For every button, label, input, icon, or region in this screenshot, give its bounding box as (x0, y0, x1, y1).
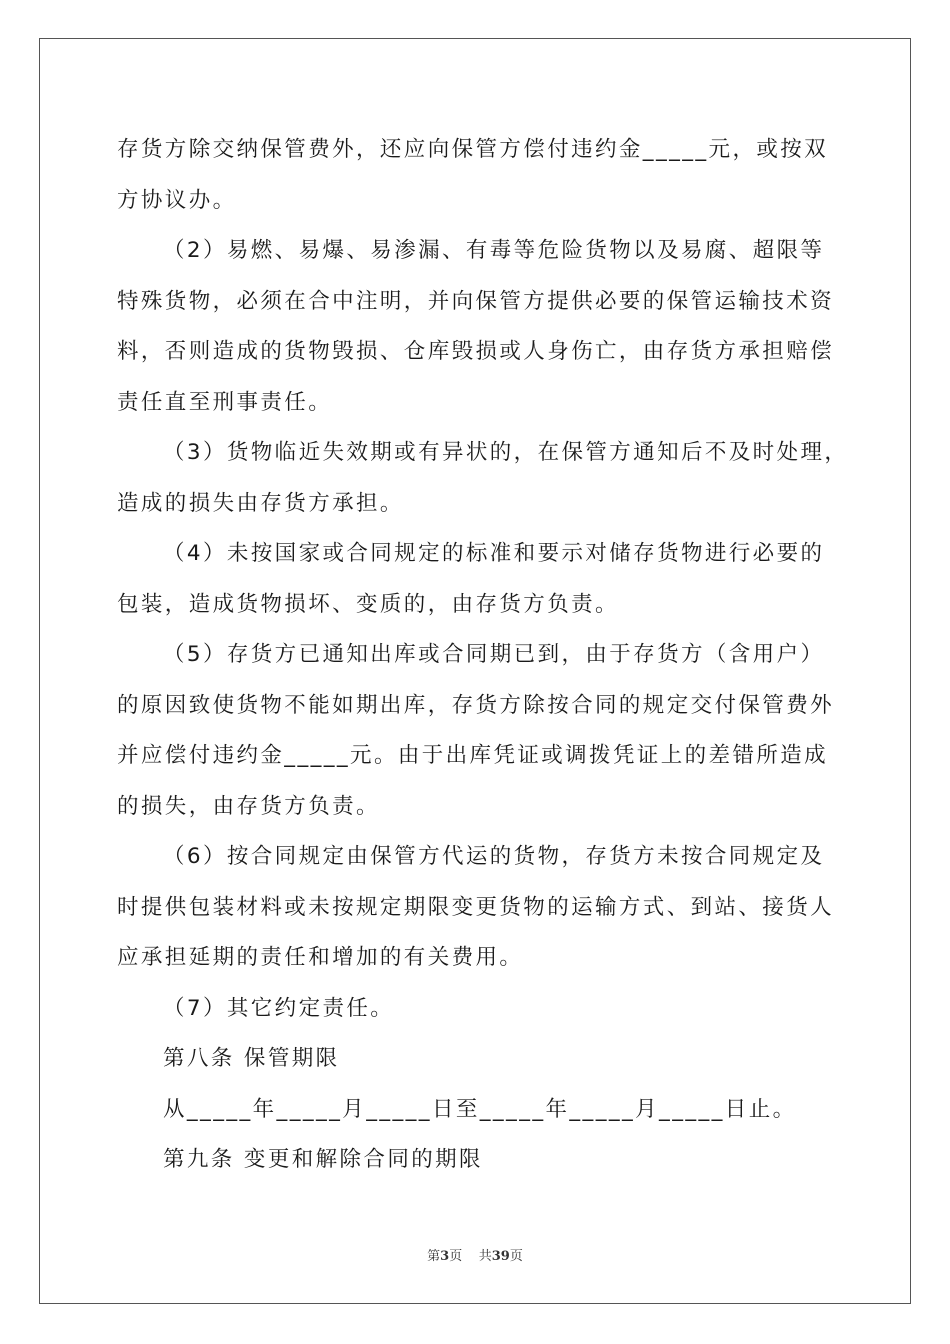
page-footer (0, 1245, 950, 1264)
clause-6-start: （6）按合同规定由保管方代运的货物，存货方未按合同规定及 (163, 844, 825, 869)
footer-page-number: 3 (440, 1249, 450, 1264)
text-line: 并应偿付违约金_____元。由于出库凭证或调拨凭证上的差错所造成 (117, 743, 829, 768)
article-8-heading: 第八条 保管期限 (163, 1046, 340, 1071)
footer-total-prefix: 共 (478, 1249, 492, 1264)
document-body (117, 125, 849, 1186)
footer-page-prefix: 第 (427, 1249, 441, 1264)
text-line: 特殊货物，必须在合中注明，并向保管方提供必要的保管运输技术资 (117, 288, 835, 314)
footer-total-unit: 页 (509, 1249, 523, 1264)
text-line: 造成的损失由存货方承担。 (117, 490, 404, 516)
text-line: 方协议办。 (117, 187, 237, 213)
clause-2-start: （2）易燃、易爆、易渗漏、有毒等危险货物以及易腐、超限等 (163, 238, 825, 263)
text-line: 存货方除交纳保管费外，还应向保管方偿付违约金_____元，或按双 (117, 137, 829, 162)
text-line: 责任直至刑事责任。 (117, 389, 333, 415)
article-9-heading: 第九条 变更和解除合同的期限 (163, 1147, 483, 1172)
text-line: 时提供包装材料或未按规定期限变更货物的运输方式、到站、接货人 (117, 894, 835, 920)
clause-4-start: （4）未按国家或合同规定的标准和要示对储存货物进行必要的 (163, 541, 825, 566)
text-line: 的损失，由存货方负责。 (117, 793, 380, 819)
text-line: 包装，造成货物损坏、变质的，由存货方负责。 (117, 591, 619, 617)
footer-page-unit: 页 (449, 1249, 463, 1264)
storage-period-line: 从_____年_____月_____日至_____年_____月_____日止。 (163, 1096, 797, 1122)
clause-7: （7）其它约定责任。 (163, 995, 395, 1021)
clause-5-start: （5）存货方已通知出库或合同期已到，由于存货方（含用户） (163, 642, 825, 667)
text-line: 应承担延期的责任和增加的有关费用。 (117, 945, 524, 970)
text-line: 的原因致使货物不能如期出库，存货方除按合同的规定交付保管费外 (117, 692, 835, 718)
clause-3-start: （3）货物临近失效期或有异状的，在保管方通知后不及时处理， (163, 440, 849, 465)
text-line: 料，否则造成的货物毁损、仓库毁损或人身伤亡，由存货方承担赔偿 (117, 339, 835, 364)
footer-total-pages: 39 (491, 1249, 510, 1264)
